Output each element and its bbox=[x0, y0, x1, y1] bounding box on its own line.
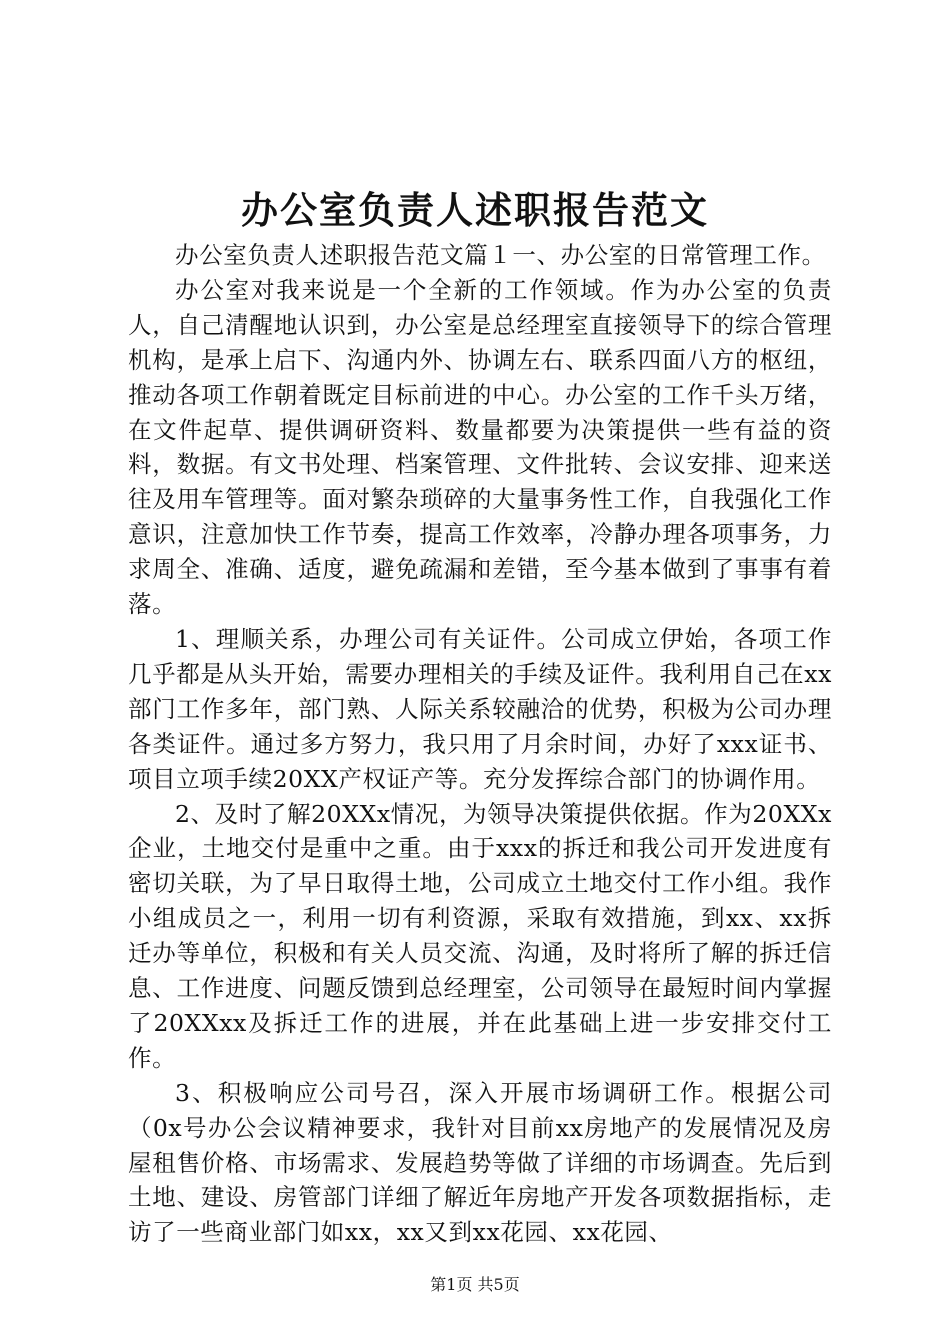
paragraph: 办公室对我来说是一个全新的工作领域。作为办公室的负责人，自己清醒地认识到，办公室是总经理室直接领导下的综合管理机构，是承上启下、沟通内外、协调左右、联系四面八方的枢纽，推动各项工作朝着既定目标前进的中心。办公室的工作千头万绪，在文件起草、提供调研资料、数量都要为决策提供一些有益的资料，数据。有文书处理、档案管理、文件批转、会议安排、迎来送往及用车管理等。面对繁杂琐碎的大量事务性工作，自我强化工作意识，注意加快工作节奏，提高工作效率，冷静办理各项事务，力求周全、准确、适度，避免疏漏和差错，至今基本做到了事事有着落。 bbox=[128, 275, 832, 619]
document-title: 办公室负责人述职报告范文 bbox=[241, 188, 709, 232]
page-number-footer: 第1页 共5页 bbox=[430, 1275, 520, 1294]
paragraph: 办公室负责人述职报告范文篇１一、办公室的日常管理工作。 bbox=[175, 241, 826, 269]
paragraph: 3、积极响应公司号召，深入开展市场调研工作。根据公司（0x号办公会议精神要求，我针对目前xx房地产的发展情况及房屋租售价格、市场需求、发展趋势等做了详细的市场调查。先后到土地、建设、房管部门详细了解近年房地产开发各项数据指标，走访了一些商业部门如xx，xx又到xx花园、xx花园、 bbox=[128, 1078, 832, 1247]
paragraph: 1、理顺关系，办理公司有关证件。公司成立伊始，各项工作几乎都是从头开始，需要办理相关的手续及证件。我利用自己在xx部门工作多年，部门熟、人际关系较融洽的优势，积极为公司办理各类证件。通过多方努力，我只用了月余时间，办好了xxx证书、项目立项手续20XX产权证产等。充分发挥综合部门的协调作用。 bbox=[128, 624, 832, 793]
paragraph: 2、及时了解20XXx情况，为领导决策提供依据。作为20XXx企业，土地交付是重中之重。由于xxx的拆迁和我公司开发进度有密切关联，为了早日取得土地，公司成立土地交付工作小组。我作小组成员之一，利用一切有利资源，采取有效措施，到xx、xx拆迁办等单位，积极和有关人员交流、沟通，及时将所了解的拆迁信息、工作进度、问题反馈到总经理室，公司领导在最短时间内掌握了20XXxx及拆迁工作的进展，并在此基础上进一步安排交付工作。 bbox=[128, 799, 832, 1072]
document-body bbox=[128, 238, 832, 1250]
